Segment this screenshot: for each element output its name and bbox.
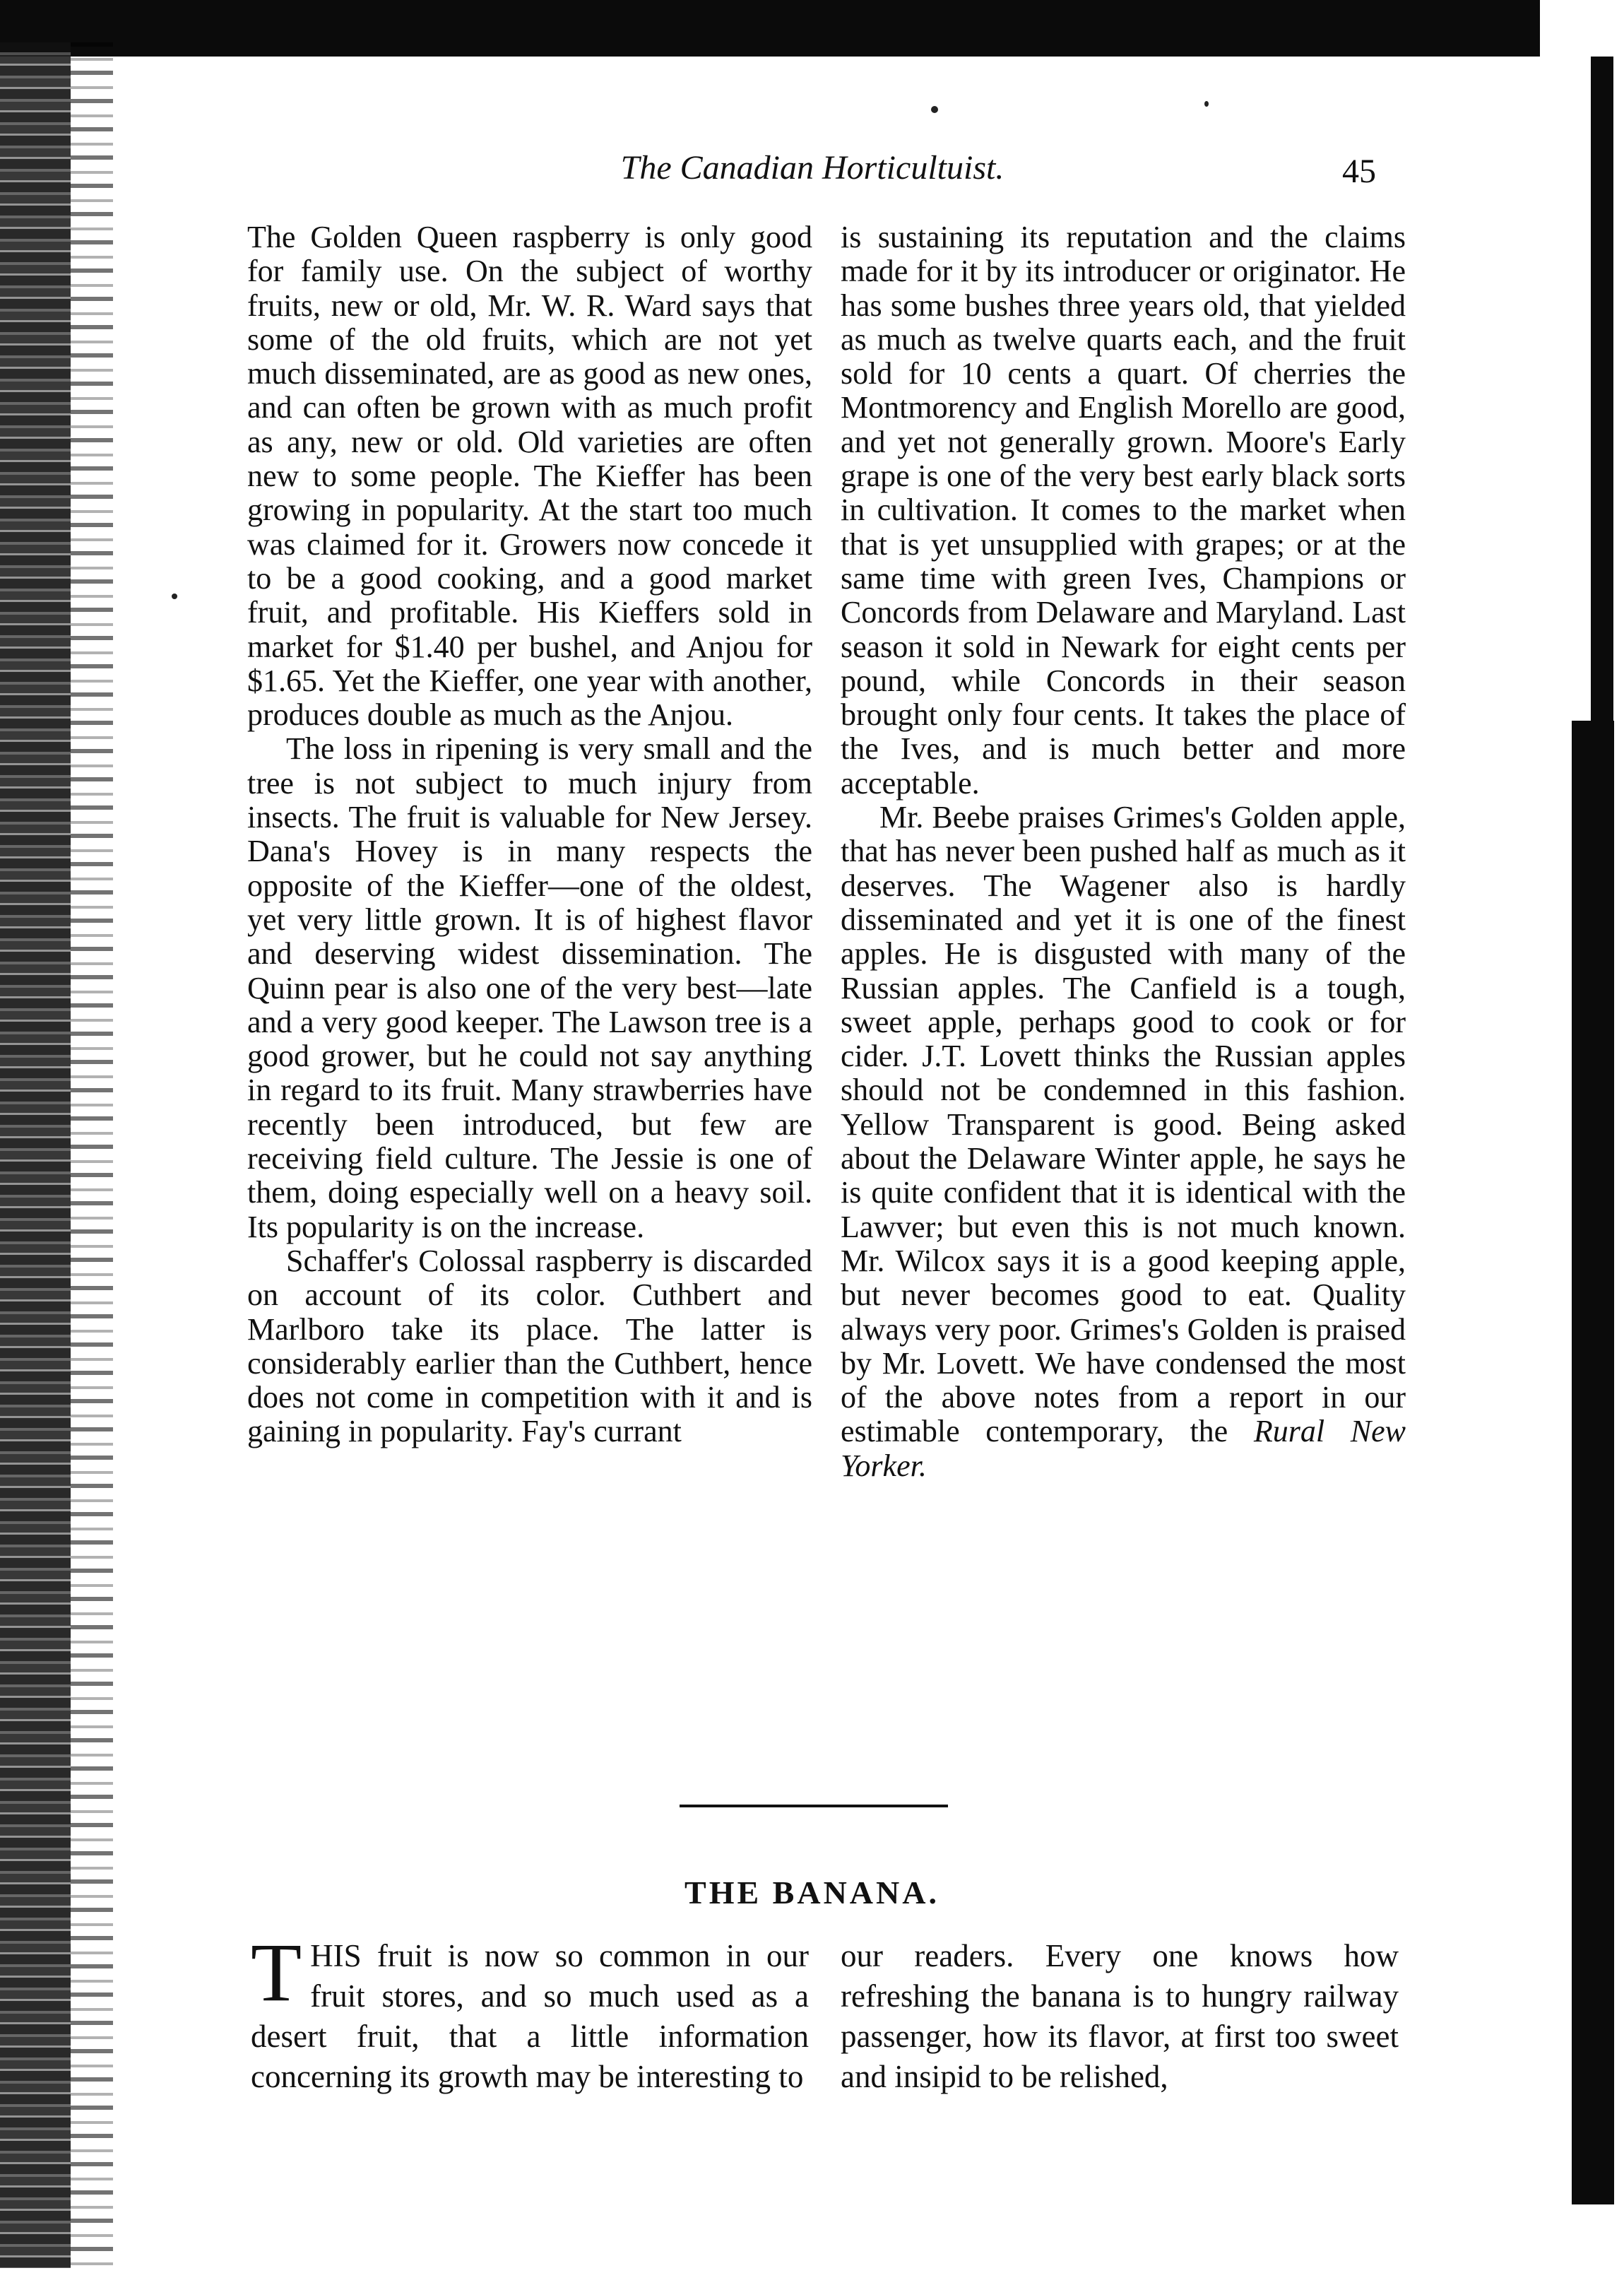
source-citation: Rural New Yorker.	[841, 1414, 1406, 1483]
page-number: 45	[1342, 153, 1376, 190]
article-right-column	[841, 220, 1406, 1483]
scan-speck	[1204, 101, 1209, 107]
scan-top-border	[0, 0, 1540, 57]
banana-left-column	[251, 1926, 809, 2097]
paragraph: Mr. Beebe praises Grimes's Golden apple, that has never been pushed half as much as it deserves. The Wagener also is hardly disseminated and yet it is one of the finest apples. He is disgusted with many of the Russian apples. The Canfield is a tough, sweet apple, perhaps good to cook or for cider. J.T. Lovett thinks the Russian apples should not be condemned in this fashion. Yellow Transparent is good. Being asked about the Delaware Winter apple, he says he is quite confident that it is identical with the Lawver; but even this is not much known. Mr. Wilcox says it is a good keeping apple, but never becomes good to eat. Quality always very poor. Grimes's Golden is praised by Mr. Lovett. We have condensed the most of the above notes from a report in our estimable contemporary, the	[841, 800, 1406, 1449]
section-divider	[680, 1805, 948, 1807]
scan-speck	[172, 594, 177, 599]
section-title: THE BANANA.	[684, 1875, 940, 1911]
scan-right-border-top	[1591, 57, 1613, 721]
scan-speck	[931, 106, 938, 113]
banana-right-text: our readers. Every one knows how refreshing the banana is to hungry railway passenger, how its flavor, at first too sweet and insipid to be relished,	[841, 1938, 1399, 2094]
scan-left-binding	[0, 42, 71, 2268]
scan-right-border	[1572, 721, 1614, 2204]
paragraph: is sustaining its reputation and the claims made for it by its introducer or originator. He has some bushes three years old, that yielded as much as twelve quarts each, and the fruit sold for 10 cents a quart. Of cherries the Montmorency and English Morello are good, and yet not generally grown. Moore's Early grape is one of the very best early black sorts in cultivation. It comes to the market when that is yet unsupplied with grapes; or at the same time with green Ives, Champions or Concords from Delaware and Maryland. Last season it sold in Newark for eight cents per pound, while Concords in their season brought only four cents. It takes the place of the Ives, and is much better and more acceptable.	[841, 220, 1406, 801]
scan-left-binding-shadow	[71, 42, 113, 2268]
paragraph: Schaffer's Colossal raspberry is discarded on account of its color. Cuthbert and Marlboro take its place. The latter is considerably earlier than the Cuthbert, hence does not come in competition with it and is gaining in popularity. Fay's currant	[247, 1243, 812, 1449]
banana-left-text: HIS fruit is now so common in our fruit stores, and so much used as a desert fruit, that a little information concerning its growth may be interesting to	[251, 1938, 809, 2094]
running-head: The Canadian Horticultuist.	[620, 149, 1004, 187]
drop-cap: T	[251, 1926, 302, 2019]
article-left-column	[247, 220, 812, 1449]
paragraph: The Golden Queen raspberry is only good for family use. On the subject of worthy fruits, new or old, Mr. W. R. Ward says that some of the old fruits, which are not yet much disseminated, are as good as new ones, and can often be grown with as much profit as any, new or old. Old varieties are often new to some people. The Kieffer has been growing in popularity. At the start too much was claimed for it. Growers now concede it to be a good cooking, and a good market fruit, and profitable. His Kieffers sold in market for $1.40 per bushel, and Anjou for $1.65. Yet the Kieffer, one year with another, produces double as much as the Anjou.	[247, 220, 812, 733]
paragraph: The loss in ripening is very small and the tree is not subject to much injury from insects. The fruit is valuable for New Jersey. Dana's Hovey is in many respects the opposite of the Kieffer—one of the oldest, yet very little grown. It is of highest flavor and deserving widest dissemination. The Quinn pear is also one of the very best—late and a very good keeper. The Lawson tree is a good grower, but he could not say anything in regard to its fruit. Many strawberries have recently been introduced, but few are receiving field culture. The Jessie is one of them, doing especially well on a heavy soil. Its popularity is on the increase.	[247, 731, 812, 1244]
banana-right-column	[841, 1936, 1399, 2097]
paragraph-with-source	[841, 801, 1406, 1483]
banana-paragraph	[251, 1926, 809, 2097]
